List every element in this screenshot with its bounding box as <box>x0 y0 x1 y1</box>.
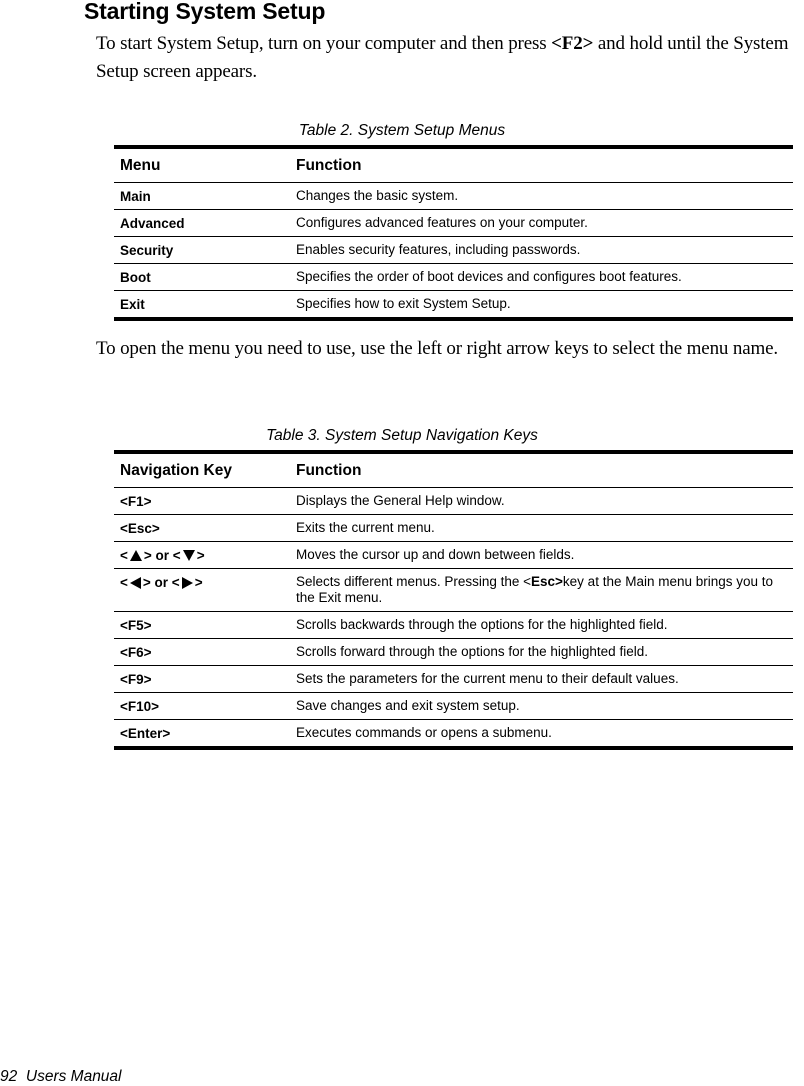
table-row <box>114 612 793 639</box>
menu-function: Enables security features, including passwords. <box>290 237 793 264</box>
bracket-open: < <box>171 575 180 590</box>
intro-key-f2: <F2> <box>551 33 594 54</box>
table-row <box>114 515 793 542</box>
system-setup-navigation-keys-table <box>114 450 793 750</box>
menu-function: Specifies the order of boot devices and configures boot features. <box>290 264 793 291</box>
arrow-down-icon <box>183 550 195 561</box>
table-row <box>114 666 793 693</box>
arrow-up-icon <box>130 550 142 561</box>
table-row <box>114 639 793 666</box>
table-row <box>114 264 793 291</box>
menu-name: Main <box>114 183 290 210</box>
menu-function: Changes the basic system. <box>290 183 793 210</box>
intro-text-after: and hold until the System Setup screen appears. <box>96 33 789 82</box>
table-row <box>114 693 793 720</box>
manual-title: Users Manual <box>25 1068 122 1085</box>
table3-caption: Table 3. System Setup Navigation Keys <box>266 427 538 444</box>
table-row <box>114 488 793 515</box>
table-row <box>114 569 793 612</box>
arrow-left-icon <box>130 577 141 589</box>
table-row <box>114 291 793 320</box>
system-setup-menus-table <box>114 145 793 321</box>
intro-text-before: To start System Setup, turn on your computer and then press <box>96 33 552 54</box>
navigation-key: <F1> <box>114 488 290 515</box>
key-function: Moves the cursor up and down between fields. <box>290 542 793 569</box>
section-heading: Starting System Setup <box>84 0 326 24</box>
table-header-row <box>114 147 793 183</box>
bracket-close: > <box>142 575 151 590</box>
table-row <box>114 237 793 264</box>
bracket-open: < <box>172 547 181 563</box>
navigation-key: <F10> <box>114 693 290 720</box>
bracket-open: < <box>120 575 128 590</box>
intro-paragraph <box>96 30 804 86</box>
function-text-before: Selects different menus. Pressing the < <box>296 574 532 589</box>
navigation-key: <F9> <box>114 666 290 693</box>
between-tables-paragraph: To open the menu you need to use, use the left or right arrow keys to select the menu name. <box>96 338 779 359</box>
menu-name: Advanced <box>114 210 290 237</box>
or-text: or <box>151 547 173 563</box>
key-function: Displays the General Help window. <box>290 488 793 515</box>
table-row <box>114 720 793 749</box>
table2-caption: Table 2. System Setup Menus <box>298 122 506 139</box>
bracket-close: > <box>196 547 205 563</box>
bracket-close: > <box>143 547 152 563</box>
key-function: Scrolls forward through the options for the highlighted field. <box>290 639 793 666</box>
column-header-function: Function <box>290 452 793 488</box>
navigation-key: <Enter> <box>120 725 171 741</box>
key-function: Executes commands or opens a submenu. <box>296 725 552 740</box>
column-header-navigation-key: Navigation Key <box>114 452 290 488</box>
navigation-key-up-down <box>114 542 290 569</box>
menu-function: Configures advanced features on your computer. <box>290 210 793 237</box>
key-function: Save changes and exit system setup. <box>290 693 793 720</box>
column-header-function: Function <box>290 147 793 183</box>
navigation-key: <Esc> <box>114 515 290 542</box>
key-function: Sets the parameters for the current menu to their default values. <box>290 666 793 693</box>
page-number: 92 <box>0 1068 18 1085</box>
table-header-row <box>114 452 793 488</box>
function-key-esc: Esc> <box>531 574 563 589</box>
function-text-after: key at the Main menu brings you to the Exit menu. <box>296 574 774 605</box>
key-function: Exits the current menu. <box>290 515 793 542</box>
arrow-right-icon <box>182 577 193 589</box>
navigation-key-left-right <box>114 569 290 612</box>
table-row <box>114 210 793 237</box>
navigation-key: <F5> <box>114 612 290 639</box>
table-row <box>114 183 793 210</box>
key-function: Scrolls backwards through the options for the highlighted field. <box>290 612 793 639</box>
bracket-open: < <box>120 547 128 563</box>
menu-name: Boot <box>114 264 290 291</box>
menu-name: Exit <box>120 296 145 312</box>
table-row <box>114 542 793 569</box>
navigation-key: <F6> <box>114 639 290 666</box>
page-footer <box>0 1068 122 1086</box>
key-function <box>290 569 793 612</box>
or-text: or <box>150 575 172 590</box>
bracket-close: > <box>194 575 203 590</box>
menu-name: Security <box>114 237 290 264</box>
column-header-menu: Menu <box>114 147 290 183</box>
menu-function: Specifies how to exit System Setup. <box>296 296 511 311</box>
